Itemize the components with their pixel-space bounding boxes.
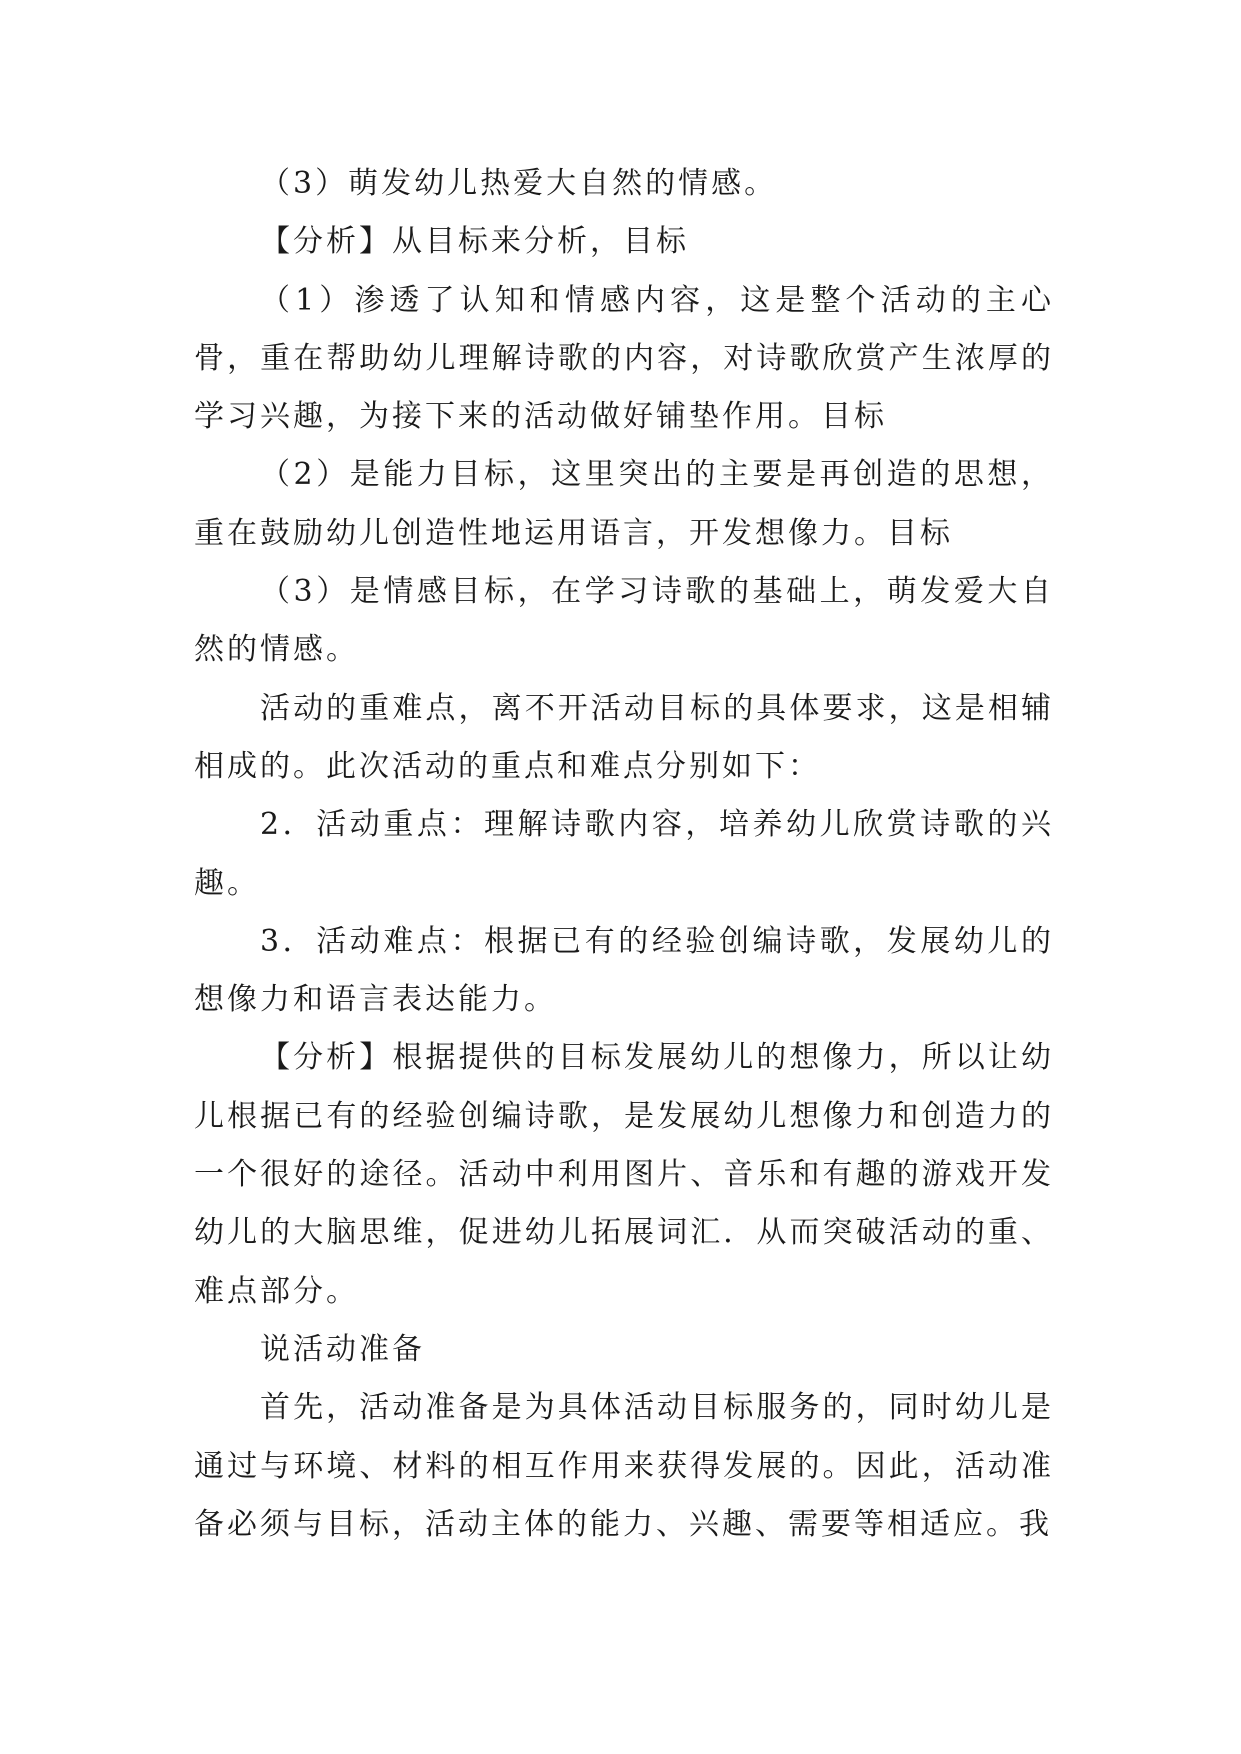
paragraph-difficult-point: 3．活动难点：根据已有的经验创编诗歌，发展幼儿的想像力和语言表达能力。 (194, 923, 1054, 1018)
paragraph-preparation: 首先，活动准备是为具体活动目标服务的，同时幼儿是通过与环境、材料的相互作用来获得发展的。因此，活动准备必须与目标，活动主体的能力、兴趣、需要等相适应。我 (194, 1390, 1054, 1542)
paragraph-analysis-heading: 【分析】从目标来分析，目标 (260, 224, 689, 260)
paragraph-goal-2-analysis: （2）是能力目标，这里突出的主要是再创造的思想，重在鼓励幼儿创造性地运用语言，开发想像力。目标 (194, 457, 1054, 551)
paragraph-goal-3: （3）萌发幼儿热爱大自然的情感。 (260, 166, 778, 201)
paragraph-goal-3-analysis: （3）是情感目标，在学习诗歌的基础上，萌发爱大自然的情感。 (194, 574, 1054, 668)
paragraph-key-point: 2．活动重点：理解诗歌内容，培养幼儿欣赏诗歌的兴趣。 (194, 807, 1054, 901)
paragraph-analysis-imagination: 【分析】根据提供的目标发展幼儿的想像力，所以让幼儿根据已有的经验创编诗歌，是发展幼儿想像力和创造力的一个很好的途径。活动中利用图片、音乐和有趣的游戏开发幼儿的大脑思维，促进幼儿拓展词汇．从而突破活动的重、难点部分。 (194, 1040, 1054, 1309)
paragraph-goal-1-analysis: （1）渗透了认知和情感内容，这是整个活动的主心骨，重在帮助幼儿理解诗歌的内容，对诗歌欣赏产生浓厚的学习兴趣，为接下来的活动做好铺垫作用。目标 (194, 282, 1054, 435)
section-heading-activity-preparation: 说活动准备 (260, 1331, 425, 1367)
paragraph-key-difficult-intro: 活动的重难点，离不开活动目标的具体要求，这是相辅相成的。此次活动的重点和难点分别如下： (194, 690, 1054, 784)
document-body (194, 155, 1054, 1554)
